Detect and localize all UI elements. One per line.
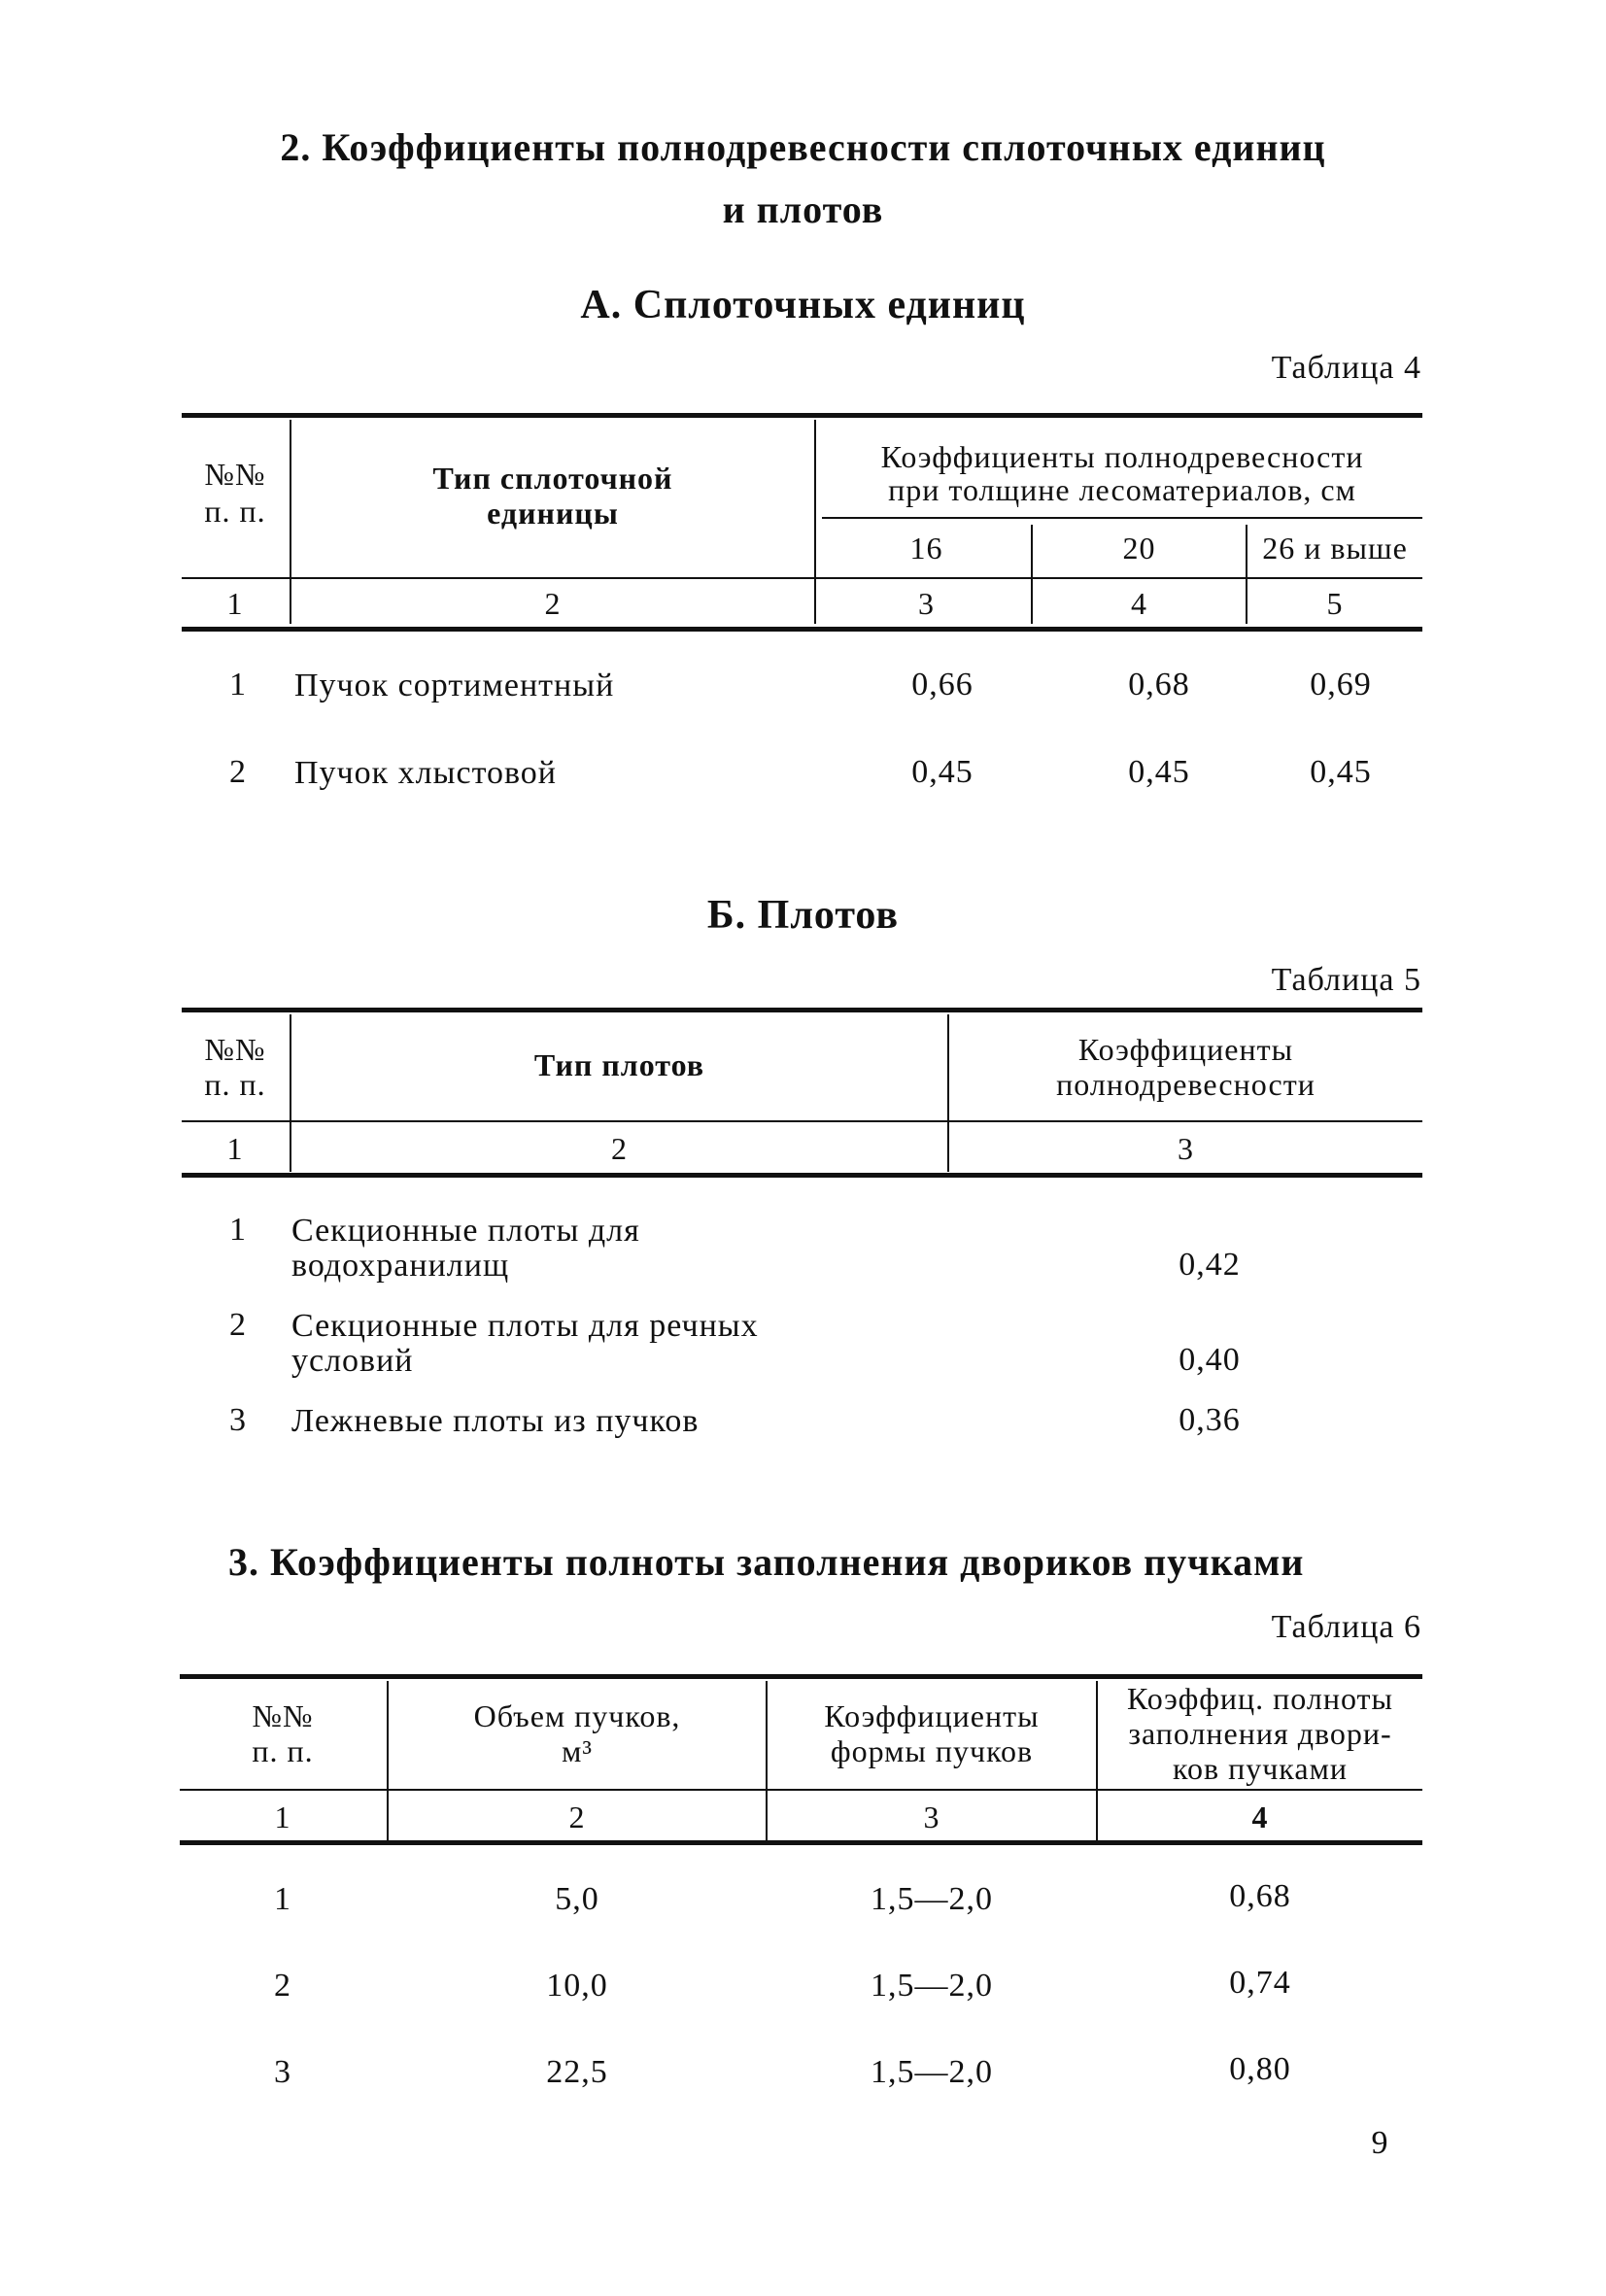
table-4-colnum-3: 3 (918, 586, 935, 621)
table-6-colnum-3: 3 (923, 1799, 940, 1834)
row-num: 1 (274, 1881, 291, 1917)
row-form: 1,5—2,0 (871, 1881, 993, 1917)
table-4-header-coef-2: при толщине лесоматериалов, см (888, 472, 1356, 507)
row-form: 1,5—2,0 (871, 1968, 993, 2004)
part-a-title: А. Сплоточных единиц (580, 283, 1026, 327)
table-4-sub-26: 26 и выше (1262, 531, 1408, 565)
row-value-26: 0,45 (1310, 754, 1372, 790)
table-4-header-num: №№ (204, 457, 266, 492)
row-num: 1 (229, 1212, 247, 1248)
table-4-sub-16: 16 (909, 531, 943, 565)
row-fill: 0,74 (1229, 1965, 1291, 2001)
table-6-header-num: №№ (252, 1698, 314, 1733)
table-4-header-type-2: единицы (487, 496, 619, 531)
section-3-title: 3. Коэффициенты полноты заполнения двориков пучками (228, 1540, 1305, 1584)
part-b-title: Б. Плотов (706, 893, 900, 938)
row-type-line1: Лежневые плоты из пучков (291, 1403, 700, 1439)
table-5-colnum-3: 3 (1178, 1131, 1194, 1166)
table-6-header-fill-1: Коэффиц. полноты (1126, 1681, 1394, 1716)
row-fill: 0,68 (1229, 1878, 1291, 1914)
table-5-header-num: №№ (204, 1032, 266, 1067)
row-num: 2 (229, 1307, 247, 1343)
row-value-26: 0,69 (1310, 667, 1372, 703)
table-5-header-coef-2: полнодревесности (1056, 1067, 1316, 1102)
table-4-colnum-1: 1 (226, 586, 244, 621)
row-volume: 5,0 (555, 1881, 599, 1917)
row-value-16: 0,45 (911, 754, 974, 790)
table-6-colnum-1: 1 (274, 1799, 291, 1834)
table-6-colnum-rule (180, 1789, 1422, 1791)
table-4-vline-2 (814, 420, 816, 624)
table-4-colnum-2: 2 (544, 586, 562, 621)
row-num: 1 (229, 667, 247, 703)
table-4-sub-rule (822, 517, 1422, 519)
table-4-header-bottom-rule (182, 627, 1422, 632)
table-5-header-num2: п. п. (204, 1067, 266, 1102)
table-6-header-volume-2: м³ (562, 1733, 593, 1768)
table-4-header-type-1: Тип сплоточной (432, 461, 673, 496)
table-6-header-num2: п. п. (252, 1733, 314, 1768)
row-value: 0,42 (1179, 1247, 1241, 1283)
row-fill: 0,80 (1229, 2051, 1291, 2087)
row-volume: 10,0 (546, 1968, 608, 2004)
row-num: 3 (274, 2054, 291, 2090)
table-6-header-volume-1: Объем пучков, (473, 1698, 681, 1733)
table-5-header-bottom-rule (182, 1173, 1422, 1178)
row-num: 2 (274, 1968, 291, 2004)
table-4-colnum-rule (182, 577, 1422, 579)
table-5-caption: Таблица 5 (1271, 962, 1421, 998)
row-value-16: 0,66 (911, 667, 974, 703)
section-2-title-line2: и плотов (722, 188, 884, 231)
row-type-line2: условий (291, 1343, 414, 1379)
table-6-header-form-1: Коэффициенты (824, 1698, 1040, 1733)
table-4-header-num2: п. п. (204, 494, 266, 529)
table-4-header-coef-1: Коэффициенты полнодревесности (880, 439, 1364, 474)
row-type: Пучок хлыстовой (294, 755, 557, 791)
table-4-colnum-5: 5 (1326, 586, 1344, 621)
row-type-line1: Секционные плоты для речных (291, 1308, 759, 1344)
table-5-colnum-2: 2 (611, 1131, 628, 1166)
row-type-line1: Секционные плоты для (291, 1213, 640, 1249)
row-num: 2 (229, 754, 247, 790)
table-6-header-bottom-rule (180, 1840, 1422, 1845)
table-6-colnum-2: 2 (568, 1799, 586, 1834)
row-volume: 22,5 (546, 2054, 608, 2090)
row-value-20: 0,68 (1128, 667, 1190, 703)
table-5-colnum-1: 1 (226, 1131, 244, 1166)
table-6-header-fill-3: ков пучками (1173, 1751, 1348, 1786)
row-value-20: 0,45 (1128, 754, 1190, 790)
table-5-header-coef-1: Коэффициенты (1077, 1032, 1294, 1067)
table-6-colnum-4: 4 (1251, 1799, 1269, 1834)
row-value: 0,40 (1179, 1342, 1241, 1378)
table-5-header-type: Тип плотов (533, 1047, 705, 1082)
table-6-header-form-2: формы пучков (830, 1733, 1034, 1768)
table-4-top-rule (182, 413, 1422, 418)
table-4-sub-20: 20 (1122, 531, 1156, 565)
row-form: 1,5—2,0 (871, 2054, 993, 2090)
section-2-title-line1: 2. Коэффициенты полнодревесности сплоточных единиц (280, 125, 1326, 169)
table-5-top-rule (182, 1008, 1422, 1012)
page-number: 9 (1371, 2125, 1388, 2161)
table-6-caption: Таблица 6 (1271, 1609, 1421, 1645)
row-num: 3 (229, 1402, 247, 1438)
row-value: 0,36 (1179, 1402, 1241, 1438)
table-6-header-fill-2: заполнения двори- (1128, 1716, 1392, 1751)
table-4-caption: Таблица 4 (1271, 350, 1421, 386)
table-4-colnum-4: 4 (1131, 586, 1147, 621)
row-type-line2: водохранилищ (291, 1248, 510, 1284)
row-type: Пучок сортиментный (294, 668, 615, 703)
table-6-top-rule (180, 1674, 1422, 1679)
table-5-colnum-rule (182, 1120, 1422, 1122)
